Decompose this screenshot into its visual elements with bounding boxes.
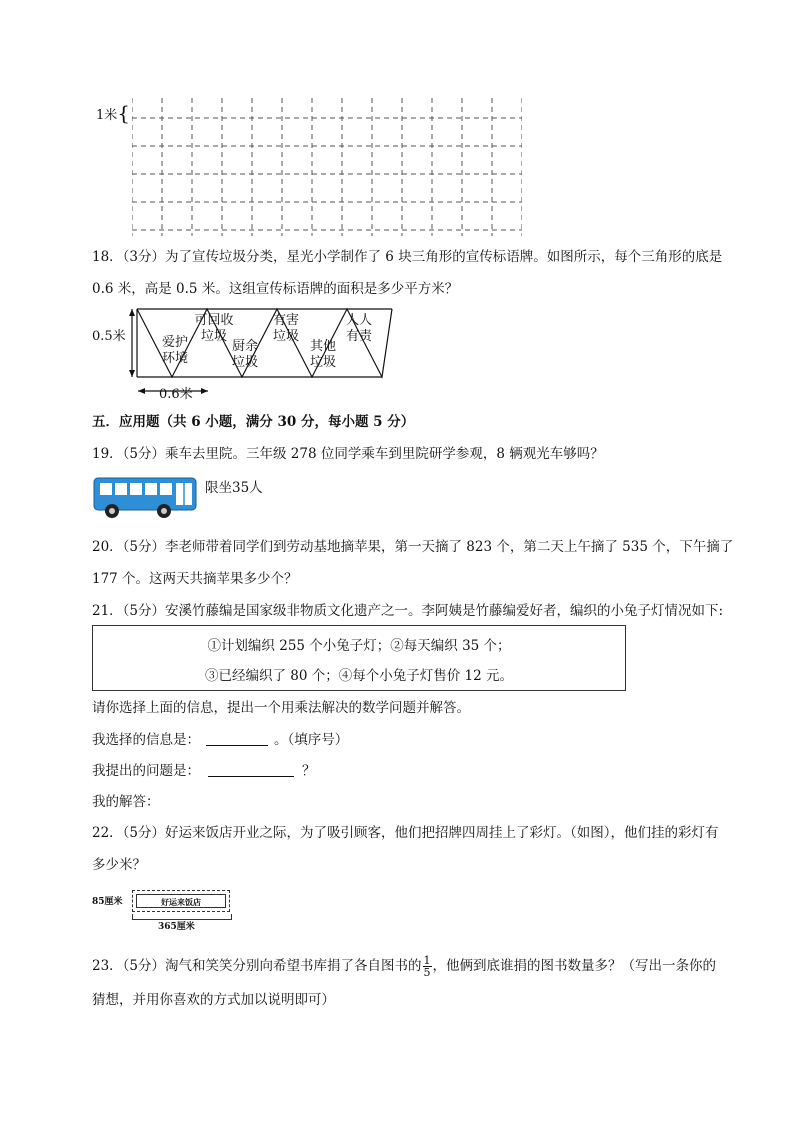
q21-ask-row — [92, 761, 316, 781]
sign-1: 爱护 环境 — [161, 335, 188, 366]
q22-line1: 22．（5分）好运来饭店开业之际，为了吸引顾客，他们把招牌四周挂上了彩灯。（如图），他们挂的彩灯有 — [92, 825, 719, 841]
q21-info-1: ①计划编织 255 个小兔子灯；②每天编织 35 个； — [207, 638, 511, 654]
sign-4: 有害 垃圾 — [272, 313, 299, 344]
triangle-signs-figure — [92, 305, 402, 405]
q19-text: 19．（5分）乘车去里院。三年级 278 位同学乘车到里院研学参观，8 辆观光车够吗？ — [92, 446, 604, 462]
q22-height-label: 85厘米 — [92, 897, 123, 907]
q21-choose-blank[interactable] — [206, 731, 268, 746]
q21-choose-suffix: 。（填序号） — [274, 732, 349, 748]
section-5-title: 五．应用题（共 6 小题，满分 30 分，每小题 5 分） — [92, 414, 415, 430]
q23-text-before: 23．（5分）淘气和笑笑分别向希望书库捐了各自图书的 — [92, 958, 422, 974]
q21-prompt: 请你选择上面的信息，提出一个用乘法解决的数学问题并解答。 — [92, 700, 470, 716]
q21-info-2: ③已经编织了 80 个；④每个小兔子灯售价 12 元。 — [204, 668, 514, 684]
q21-ask-blank[interactable] — [208, 762, 294, 777]
q18-line1: 18．（3分）为了宣传垃圾分类，星光小学制作了 6 块三角形的宣传标语牌。如图所示，每个三角形的底是 — [92, 249, 723, 265]
q22-line2: 多少米？ — [92, 857, 146, 873]
signboard-text: 好运来饭店 — [136, 894, 226, 908]
bus-capacity-label: 限坐35人 — [205, 480, 263, 496]
q23-line2: 猜想，并用你喜欢的方式加以说明即可） — [92, 992, 335, 1008]
signboard — [132, 890, 230, 912]
sign-5: 其他 垃圾 — [309, 339, 336, 370]
q23-text-after: ，他俩到底谁捐的图书数量多？（写出一条你的 — [432, 958, 717, 974]
q21-choose-row — [92, 730, 348, 750]
sign-3: 厨余 垃圾 — [231, 339, 258, 370]
q18-height-label: 0.5米 — [92, 329, 126, 344]
q18-line2: 0.6 米，高是 0.5 米。这组宣传标语牌的面积是多少平方米？ — [92, 281, 459, 297]
sign-6: 人人 有责 — [345, 313, 372, 344]
q21-line1: 21．（5分）安溪竹藤编是国家级非物质文化遗产之一。李阿姨是竹藤编爱好者，编织的小兔子灯情况如下: — [92, 603, 724, 619]
q23-frac-den: 5 — [423, 966, 431, 979]
q22-signboard-figure — [92, 888, 242, 934]
dashed-grid — [132, 96, 522, 236]
q20-line2: 177 个。这两天共摘苹果多少个？ — [92, 571, 298, 587]
q20-line1: 20．（5分）李老师带着同学们到劳动基地摘苹果，第一天摘了 823 个，第二天上午摘了 535 个，下午摘了 — [92, 539, 734, 555]
q21-ask-suffix: ？ — [302, 763, 316, 779]
q22-width-label: 365厘米 — [158, 922, 195, 932]
q18-base-label: 0.6米 — [159, 387, 193, 402]
q21-choose-label: 我选择的信息是： — [92, 732, 200, 748]
q21-info-box — [92, 625, 626, 691]
q23-line1 — [92, 955, 716, 978]
q21-ask-label: 我提出的问题是： — [92, 763, 200, 779]
grid-unit-label: 1米{ — [96, 101, 131, 125]
q23-frac-num: 1 — [423, 954, 431, 967]
q21-answer-label: 我的解答： — [92, 794, 160, 810]
bus-icon — [92, 474, 200, 522]
sign-2: 可回收 垃圾 — [194, 313, 234, 344]
q23-fraction — [423, 955, 432, 978]
